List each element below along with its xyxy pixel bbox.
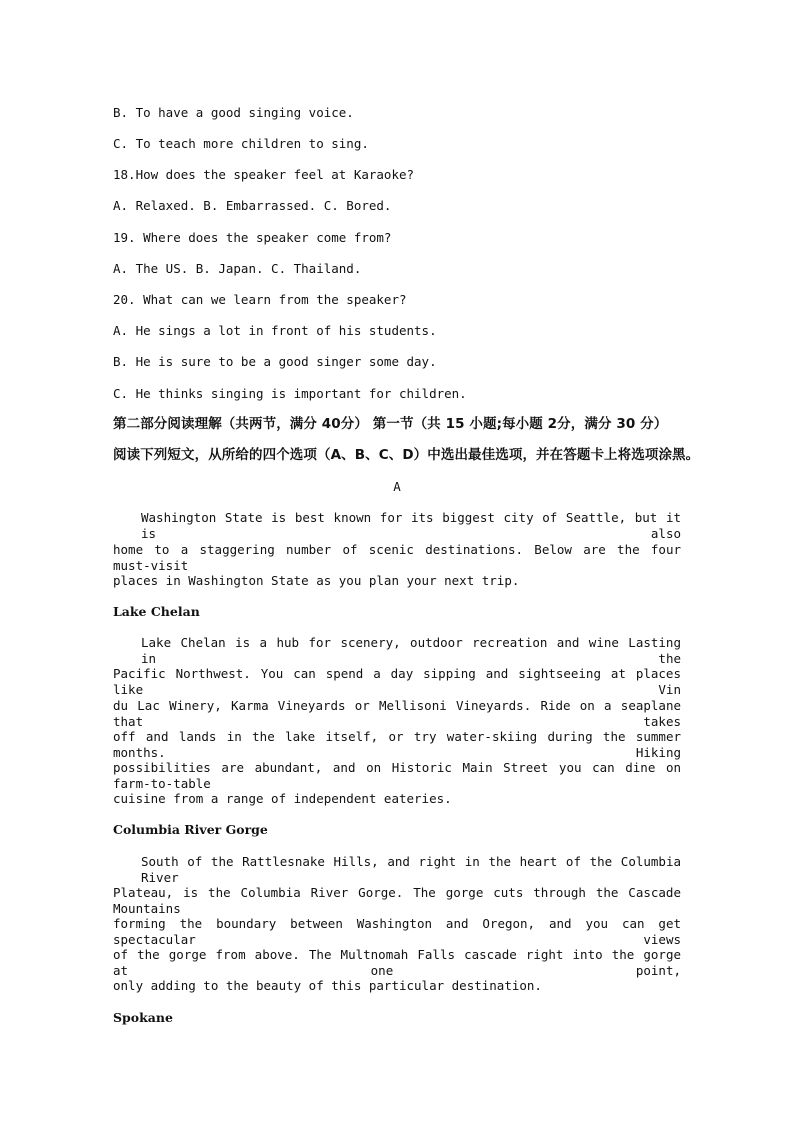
q20-question: 20. What can we learn from the speaker? (113, 292, 407, 307)
chelan-line-3: du Lac Winery, Karma Vineyards or Mellisoni Vineyards. Ride on a seaplane that takes (113, 698, 681, 729)
columbia-line-5: only adding to the beauty of this particular destination. (113, 978, 542, 993)
intro-line-1: Washington State is best known for its biggest city of Seattle, but it is also (141, 510, 681, 541)
part2-title: 第二部分阅读理解（共两节，满分 40分） 第一节（共 15 小题;每小题 2分，满分 30 分） (113, 416, 668, 432)
chelan-line-6: cuisine from a range of independent eateries. (113, 791, 452, 806)
q19-question: 19. Where does the speaker come from? (113, 230, 392, 245)
chelan-line-1: Lake Chelan is a hub for scenery, outdoor recreation and wine Lasting in the (141, 635, 681, 666)
heading-columbia-river-gorge: Columbia River Gorge (113, 822, 268, 837)
heading-lake-chelan: Lake Chelan (113, 604, 200, 619)
columbia-line-4: of the gorge from above. The Multnomah Falls cascade right into the gorge at one point, (113, 947, 681, 978)
q18-options: A. Relaxed. B. Embarrassed. C. Bored. (113, 198, 392, 213)
chelan-line-2: Pacific Northwest. You can spend a day sipping and sightseeing at places like Vin (113, 666, 681, 697)
q17-option-b: B. To have a good singing voice. (113, 105, 354, 120)
q20-option-b: B. He is sure to be a good singer some day. (113, 354, 437, 369)
columbia-line-3: forming the boundary between Washington and Oregon, and you can get spectacular views (113, 916, 681, 947)
chelan-line-5: possibilities are abundant, and on Historic Main Street you can dine on farm-to-table (113, 760, 681, 791)
q20-option-c: C. He thinks singing is important for children. (113, 386, 467, 401)
intro-line-2: home to a staggering number of scenic destinations. Below are the four must-visit (113, 542, 681, 573)
passage-label: A (393, 479, 401, 494)
q20-option-a: A. He sings a lot in front of his students. (113, 323, 437, 338)
intro-line-3: places in Washington State as you plan your next trip. (113, 573, 520, 588)
heading-spokane: Spokane (113, 1010, 173, 1025)
columbia-line-1: South of the Rattlesnake Hills, and right in the heart of the Columbia River (141, 854, 681, 885)
part2-instruction: 阅读下列短文，从所给的四个选项（A、B、C、D）中选出最佳选项，并在答题卡上将选项涂黑。 (113, 447, 700, 463)
q17-option-c: C. To teach more children to sing. (113, 136, 369, 151)
q18-question: 18.How does the speaker feel at Karaoke? (113, 167, 415, 182)
q19-options: A. The US. B. Japan. C. Thailand. (113, 261, 362, 276)
chelan-line-4: off and lands in the lake itself, or try water-skiing during the summer months. Hiking (113, 729, 681, 760)
columbia-line-2: Plateau, is the Columbia River Gorge. The gorge cuts through the Cascade Mountains (113, 885, 681, 916)
